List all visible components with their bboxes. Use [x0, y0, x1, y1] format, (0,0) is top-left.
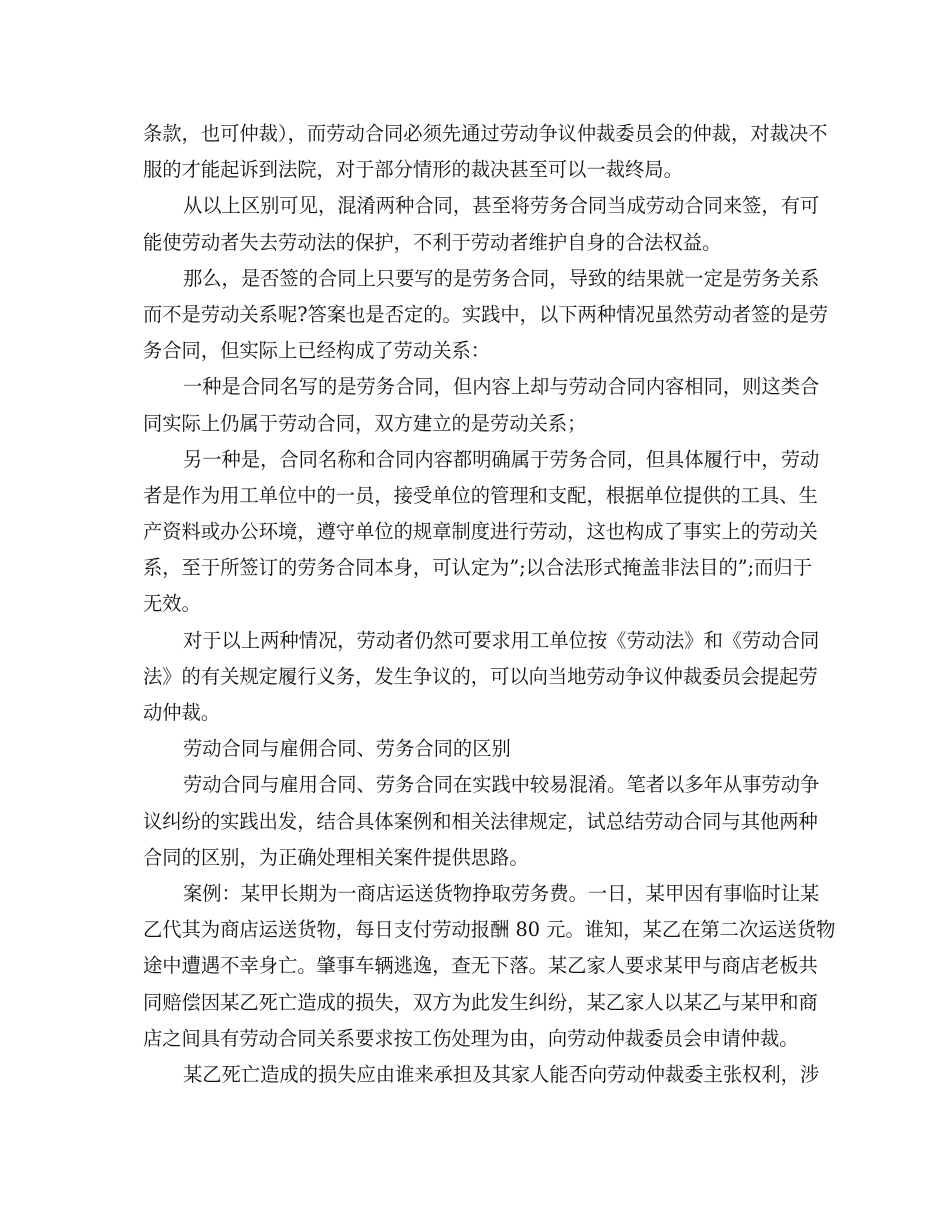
text-line: 店之间具有劳动合同关系要求按工伤处理为由，向劳动仲裁委员会申请仲裁。	[143, 1026, 799, 1050]
text-line: 同赔偿因某乙死亡造成的损失，双方为此发生纠纷，某乙家人以某乙与某甲和商	[143, 990, 818, 1014]
text-line: 务合同，但实际上已经构成了劳动关系：	[143, 339, 491, 363]
text-line: 者是作为用工单位中的一员，接受单位的管理和支配，根据单位提供的工具、生	[143, 483, 818, 507]
text-line: 乙代其为商店运送货物，每日支付劳动报酬 80 元。谁知，某乙在第二次运送货物	[143, 918, 836, 942]
document-body	[143, 116, 836, 1093]
text-line: 产资料或办公环境，遵守单位的规章制度进行劳动，这也构成了事实上的劳动关	[143, 520, 818, 544]
text-line: 劳动合同与雇佣合同、劳务合同的区别	[183, 737, 511, 761]
text-line: 法》的有关规定履行义务，发生争议的，可以向当地劳动争议仲裁委员会提起劳	[143, 664, 818, 688]
text-line: 条款，也可仲裁），而劳动合同必须先通过劳动争议仲裁委员会的仲裁，对裁决不	[143, 122, 828, 145]
text-line: 能使劳动者失去劳动法的保护，不利于劳动者维护自身的合法权益。	[143, 230, 722, 254]
text-line: 同实际上仍属于劳动合同，双方建立的是劳动关系；	[143, 411, 587, 435]
text-line: 另一种是，合同名称和合同内容都明确属于劳务合同，但具体履行中，劳动	[183, 447, 820, 471]
text-line: 途中遭遇不幸身亡。肇事车辆逃逸，查无下落。某乙家人要求某甲与商店老板共	[143, 954, 818, 978]
text-line: 而不是劳动关系呢?答案也是否定的。实践中，以下两种情况虽然劳动者签的是劳	[143, 302, 829, 326]
text-line: 动仲裁。	[143, 701, 221, 724]
text-line: 那么，是否签的合同上只要写的是劳务合同，导致的结果就一定是劳务关系	[183, 266, 820, 290]
text-line: 从以上区别可见，混淆两种合同，甚至将劳务合同当成劳动合同来签，有可	[183, 194, 820, 218]
text-line: 对于以上两种情况，劳动者仍然可要求用工单位按《劳动法》和《劳动合同	[183, 628, 820, 652]
text-line: 系，至于所签订的劳务合同本身，可认定为”;以合法形式掩盖非法目的”;而归于	[143, 556, 812, 580]
text-line: 某乙死亡造成的损失应由谁来承担及其家人能否向劳动仲裁委主张权利，涉	[183, 1062, 820, 1086]
text-line: 议纠纷的实践出发，结合具体案例和相关法律规定，试总结劳动合同与其他两种	[143, 809, 818, 833]
text-line: 服的才能起诉到法院，对于部分情形的裁决甚至可以一裁终局。	[143, 158, 683, 182]
text-line: 劳动合同与雇用合同、劳务合同在实践中较易混淆。笔者以多年从事劳动争	[183, 773, 820, 797]
text-line: 案例：某甲长期为一商店运送货物挣取劳务费。一日，某甲因有事临时让某	[183, 881, 820, 905]
text-line: 无效。	[143, 592, 201, 616]
text-line: 合同的区别，为正确处理相关案件提供思路。	[143, 845, 529, 869]
text-line: 一种是合同名写的是劳务合同，但内容上却与劳动合同内容相同，则这类合	[183, 375, 820, 399]
